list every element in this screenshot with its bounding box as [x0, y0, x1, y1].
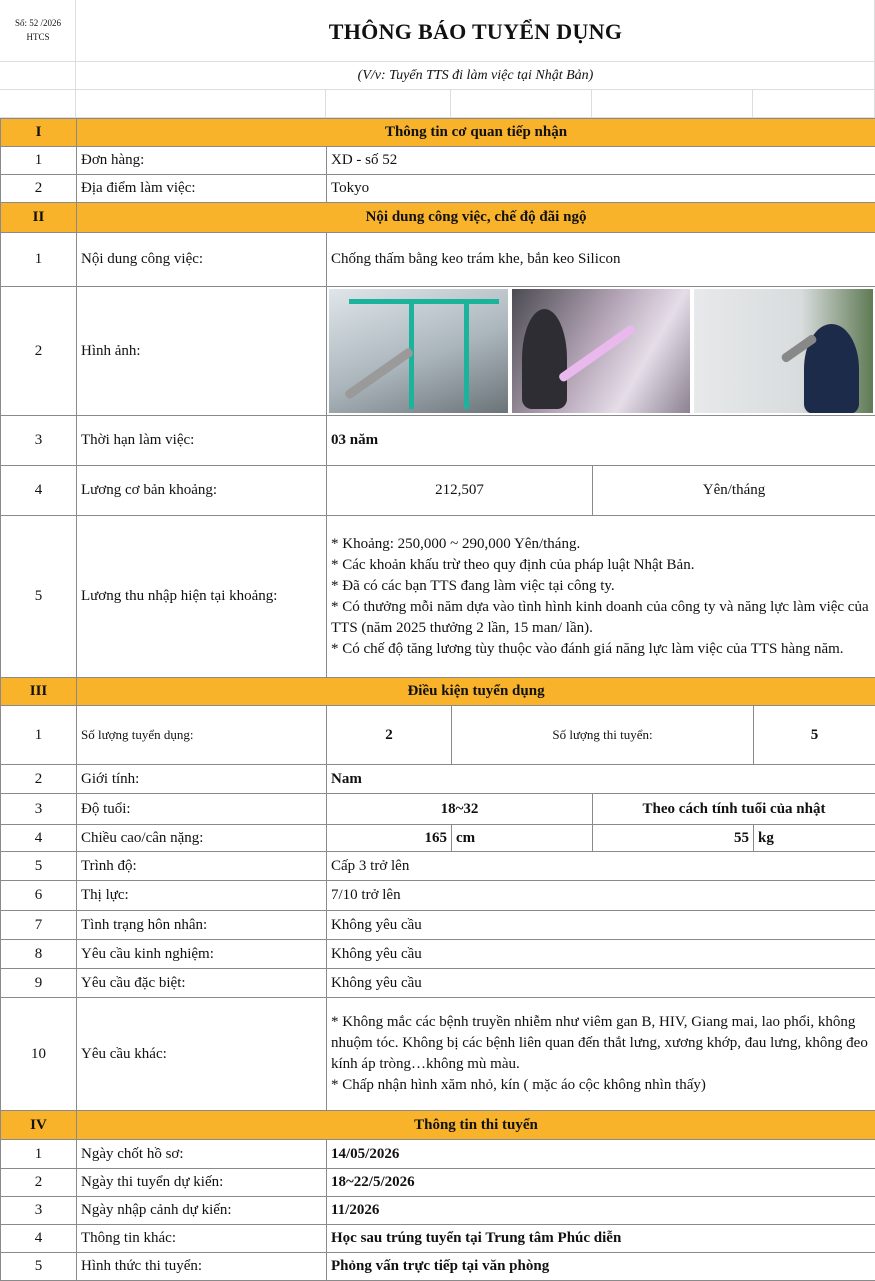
work-photo-2 [512, 289, 691, 413]
row-label: Đơn hàng: [77, 147, 327, 175]
table-row [1, 969, 875, 998]
row-label: Yêu cầu đặc biệt: [77, 969, 327, 998]
row-value: Không yêu cầu [327, 969, 875, 998]
section-number: III [1, 678, 77, 706]
row-label: Độ tuổi: [77, 794, 327, 825]
section-number: I [1, 119, 77, 147]
exam-count-label: Số lượng thi tuyển: [452, 706, 754, 765]
row-number: 6 [1, 881, 77, 911]
income-line: * Khoảng: 250,000 ~ 290,000 Yên/tháng. [331, 534, 871, 555]
row-number: 4 [1, 825, 77, 852]
row-value: Không yêu cầu [327, 911, 875, 940]
age-range: 18~32 [327, 794, 593, 825]
section-header-4 [1, 1111, 875, 1140]
row-value: 18~22/5/2026 [327, 1169, 875, 1197]
row-label: Chiều cao/cân nặng: [77, 825, 327, 852]
section-title: Điều kiện tuyển dụng [77, 678, 875, 706]
row-number: 2 [1, 287, 77, 416]
exam-count: 5 [754, 706, 875, 765]
table-row [1, 233, 875, 287]
row-label: Yêu cầu kinh nghiệm: [77, 940, 327, 969]
row-number: 8 [1, 940, 77, 969]
table-row [1, 516, 875, 678]
height-value: 165 [327, 825, 452, 852]
row-value: Nam [327, 765, 875, 794]
row-label: Thông tin khác: [77, 1225, 327, 1253]
row-label: Địa điểm làm việc: [77, 175, 327, 203]
table-row [1, 911, 875, 940]
row-label: Lương thu nhập hiện tại khoảng: [77, 516, 327, 678]
section-title: Thông tin cơ quan tiếp nhận [77, 119, 875, 147]
base-salary-unit: Yên/tháng [593, 466, 875, 516]
row-label: Yêu cầu khác: [77, 998, 327, 1111]
section-number: II [1, 203, 77, 233]
table-row [1, 881, 875, 911]
row-value: 11/2026 [327, 1197, 875, 1225]
row-number: 1 [1, 706, 77, 765]
row-value: Không yêu cầu [327, 940, 875, 969]
row-number: 5 [1, 516, 77, 678]
table-row [1, 1140, 875, 1169]
row-number: 2 [1, 1169, 77, 1197]
row-label: Tình trạng hôn nhân: [77, 911, 327, 940]
weight-unit: kg [754, 825, 875, 852]
requirement-line: * Không mắc các bệnh truyền nhiễm như viêm gan B, HIV, Giang mai, lao phổi, không nhuộm tóc. Không bị các bệnh liên quan đến thắt lưng, xương khớp, đau lưng, không đeo kính áp tròng…không mù màu. [331, 1012, 871, 1075]
row-label: Hình thức thi tuyển: [77, 1253, 327, 1281]
row-label: Nội dung công việc: [77, 233, 327, 287]
recruitment-table [0, 118, 875, 1281]
row-number: 1 [1, 233, 77, 287]
row-label: Thời hạn làm việc: [77, 416, 327, 466]
page-subtitle: (V/v: Tuyển TTS đi làm việc tại Nhật Bản) [76, 62, 875, 90]
document-header [0, 0, 875, 118]
income-line: * Các khoản khấu trừ theo quy định của pháp luật Nhật Bản. [331, 555, 871, 576]
table-row [1, 1169, 875, 1197]
income-line: * Đã có các bạn TTS đang làm việc tại công ty. [331, 576, 871, 597]
work-photos [329, 289, 873, 413]
table-row [1, 940, 875, 969]
table-row [1, 852, 875, 881]
row-value: Chống thấm bằng keo trám khe, bắn keo Silicon [327, 233, 875, 287]
row-number: 7 [1, 911, 77, 940]
row-number: 4 [1, 1225, 77, 1253]
row-value: 7/10 trở lên [327, 881, 875, 911]
row-label: Ngày chốt hồ sơ: [77, 1140, 327, 1169]
row-number: 2 [1, 765, 77, 794]
row-label: Hình ảnh: [77, 287, 327, 416]
table-row [1, 287, 875, 416]
row-label: Ngày nhập cảnh dự kiến: [77, 1197, 327, 1225]
row-number: 2 [1, 175, 77, 203]
doc-number-text: Số: 52 /2026 [0, 16, 76, 30]
age-note: Theo cách tính tuổi của nhật [593, 794, 875, 825]
table-row [1, 765, 875, 794]
work-photo-1 [329, 289, 508, 413]
table-row [1, 147, 875, 175]
table-row [1, 998, 875, 1111]
row-value: Phỏng vấn trực tiếp tại văn phòng [327, 1253, 875, 1281]
row-number: 10 [1, 998, 77, 1111]
requirement-line: * Chấp nhận hình xăm nhỏ, kín ( mặc áo cộc không nhìn thấy) [331, 1075, 871, 1096]
table-row [1, 175, 875, 203]
photos-cell [327, 287, 875, 416]
row-number: 9 [1, 969, 77, 998]
row-label: Số lượng tuyển dụng: [77, 706, 327, 765]
doc-dept-text: HTCS [0, 30, 76, 44]
row-number: 3 [1, 416, 77, 466]
other-requirements [327, 998, 875, 1111]
row-label: Thị lực: [77, 881, 327, 911]
section-header-1 [1, 119, 875, 147]
recruit-count: 2 [327, 706, 452, 765]
row-label: Giới tính: [77, 765, 327, 794]
row-value: XD - số 52 [327, 147, 875, 175]
table-row [1, 706, 875, 765]
row-number: 4 [1, 466, 77, 516]
table-row [1, 794, 875, 825]
weight-value: 55 [593, 825, 754, 852]
base-salary-value: 212,507 [327, 466, 593, 516]
row-value: 03 năm [327, 416, 875, 466]
row-number: 1 [1, 147, 77, 175]
row-number: 5 [1, 852, 77, 881]
row-value: Cấp 3 trở lên [327, 852, 875, 881]
row-value: 14/05/2026 [327, 1140, 875, 1169]
row-number: 3 [1, 1197, 77, 1225]
table-row [1, 1197, 875, 1225]
row-number: 5 [1, 1253, 77, 1281]
income-line: * Có thưởng mỗi năm dựa vào tình hình kinh doanh của công ty và năng lực làm việc của TTS (năm 2025 thưởng 2 lần, 15 man/ lần). [331, 597, 871, 639]
section-title: Thông tin thi tuyển [77, 1111, 875, 1140]
row-number: 3 [1, 794, 77, 825]
table-row [1, 825, 875, 852]
row-label: Lương cơ bản khoảng: [77, 466, 327, 516]
section-header-3 [1, 678, 875, 706]
table-row [1, 1253, 875, 1281]
row-number: 1 [1, 1140, 77, 1169]
row-label: Ngày thi tuyển dự kiến: [77, 1169, 327, 1197]
page-title: THÔNG BÁO TUYỂN DỤNG [76, 0, 875, 62]
income-details [327, 516, 875, 678]
row-label: Trình độ: [77, 852, 327, 881]
section-title: Nội dung công việc, chế độ đãi ngộ [77, 203, 875, 233]
table-row [1, 1225, 875, 1253]
section-header-2 [1, 203, 875, 233]
document-number [0, 0, 76, 60]
table-row [1, 466, 875, 516]
table-row [1, 416, 875, 466]
work-photo-3 [694, 289, 873, 413]
section-number: IV [1, 1111, 77, 1140]
row-value: Học sau trúng tuyển tại Trung tâm Phúc diễn [327, 1225, 875, 1253]
income-line: * Có chế độ tăng lương tùy thuộc vào đánh giá năng lực làm việc của TTS hàng năm. [331, 639, 871, 660]
height-unit: cm [452, 825, 593, 852]
row-value: Tokyo [327, 175, 875, 203]
